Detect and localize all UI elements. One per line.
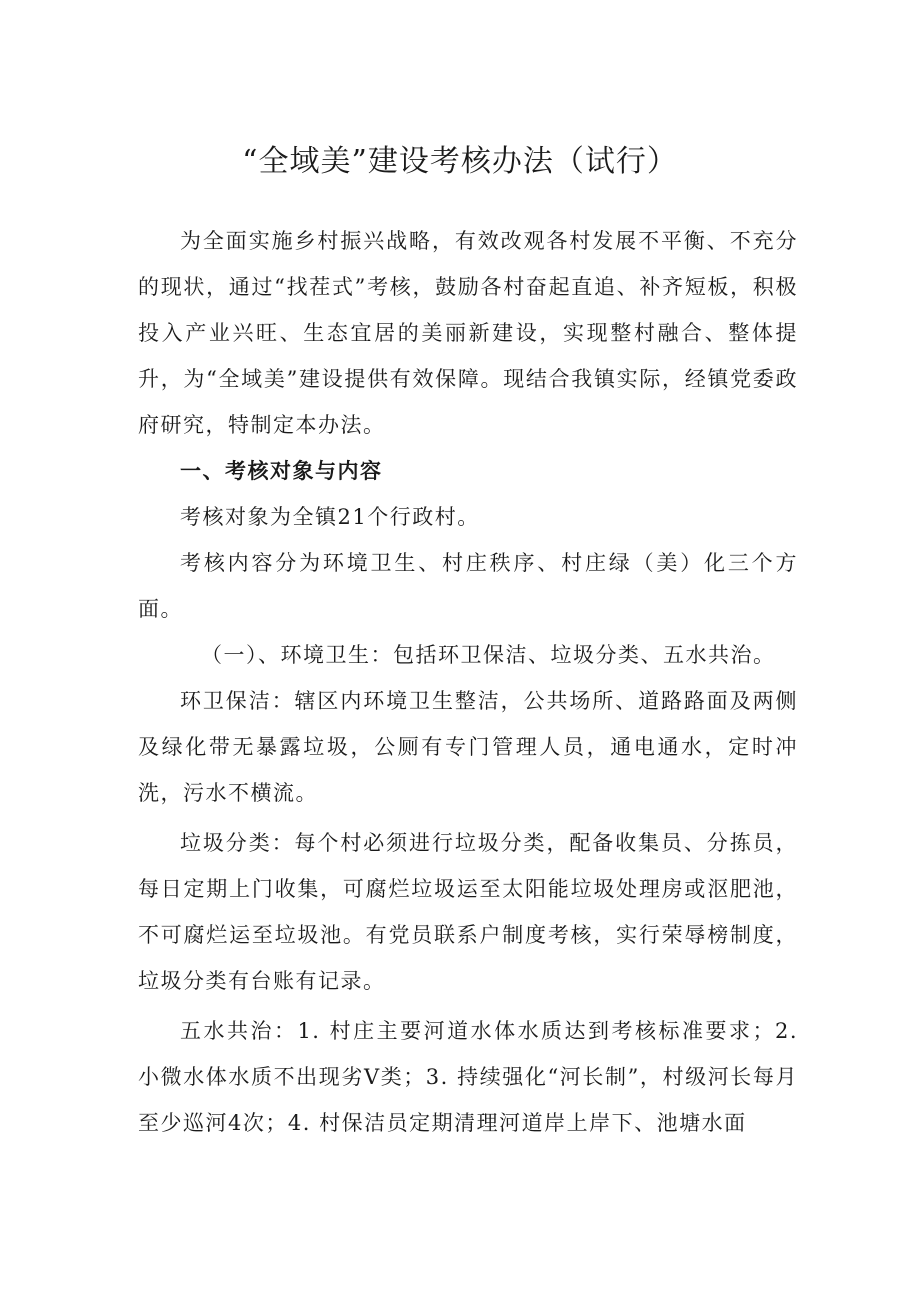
intro-paragraph: 为全面实施乡村振兴战略，有效改观各村发展不平衡、不充分的现状，通过“找茬式”考核，鼓励各村奋起直追、补齐短板，积极投入产业兴旺、生态宜居的美丽新建设，实现整村融合、整体提升，为“全域美”建设提供有效保障。现结合我镇实际，经镇党委政府研究，特制定本办法。 — [138, 229, 798, 437]
subsection-heading-1: （一）、环境卫生：包括环卫保洁、垃圾分类、五水共治。 — [201, 643, 776, 667]
document-title: “全域美”建设考核办法（试行） — [242, 144, 678, 179]
section-heading-1: 一、考核对象与内容 — [180, 459, 383, 483]
assessment-content-paragraph: 考核内容分为环境卫生、村庄秩序、村庄绿（美）化三个方面。 — [138, 551, 798, 621]
water-governance-paragraph: 五水共治：1. 村庄主要河道水体水质达到考核标准要求；2. 小微水体水质不出现劣Ⅴ类；3. 持续强化“河长制”，村级河长每月至少巡河4次；4. 村保洁员定期清理河道岸上岸下、池塘水面 — [138, 1019, 798, 1135]
waste-sorting-paragraph: 垃圾分类：每个村必须进行垃圾分类，配备收集员、分拣员，每日定期上门收集，可腐烂垃圾运至太阳能垃圾处理房或沤肥池，不可腐烂运至垃圾池。有党员联系户制度考核，实行荣辱榜制度，垃圾分类有台账有记录。 — [138, 831, 798, 993]
assessment-objects-paragraph: 考核对象为全镇21个行政村。 — [180, 505, 480, 529]
cleaning-paragraph: 环卫保洁：辖区内环境卫生整洁，公共场所、道路路面及两侧及绿化带无暴露垃圾，公厕有专门管理人员，通电通水，定时冲洗，污水不横流。 — [138, 689, 798, 805]
document-body — [138, 218, 798, 1146]
